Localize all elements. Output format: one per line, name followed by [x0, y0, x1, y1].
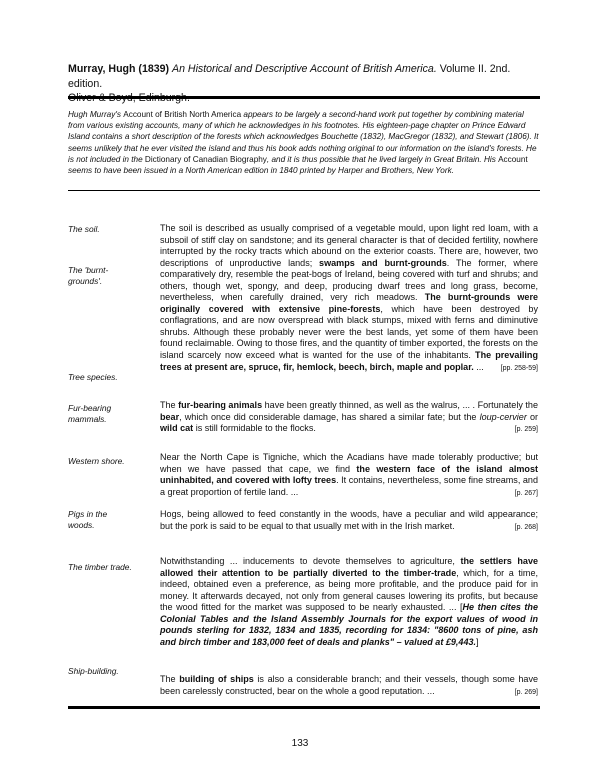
- entry-western-shore: [160, 452, 538, 499]
- intro-book-title: Account of British North America: [123, 110, 242, 119]
- entry-text: is still formidable to the flocks.: [193, 423, 316, 434]
- entry-text: The: [160, 400, 179, 410]
- entry-pigs: [160, 509, 538, 533]
- top-rule: [68, 96, 540, 99]
- entry-text: Hogs, being allowed to feed constantly in the woods, have a peculiar and wild appearance; but the pork is said to be equal to that usually met with in the Irish market.: [160, 509, 538, 531]
- entry-emphasis: bear: [160, 411, 180, 422]
- page-number: 133: [291, 738, 309, 749]
- entry-text: , which have been destroyed by conflagrations, and are now overspread with black stumps, mixed with ferns and diminutive shrubs. Although these probably never were the best lands, yet some of them have been found reclaimable. Owing to those fires, and the quantity of timber exported, the forests on the island scarcely now exceed what is wanted for the use of the inhabitants.: [160, 303, 538, 361]
- intro-author-name: Hugh Murray's: [68, 110, 121, 119]
- entry-text: or: [526, 411, 538, 422]
- entry-text: The: [160, 674, 180, 684]
- page-reference: [p. 259]: [514, 426, 538, 434]
- entry-text: Near the North Cape is Tigniche, which the Acadians have made tolerably productive; but when we have passed that cape, we find: [160, 452, 538, 474]
- entry-italic: loup-cervier: [479, 411, 527, 422]
- entry-timber-trade: [160, 556, 538, 648]
- side-note-pigs: Pigs in the woods.: [68, 509, 108, 530]
- intro-dictionary: Dictionary of Canadian Biography: [144, 154, 267, 164]
- editor-introduction: [68, 109, 540, 176]
- entry-emphasis: The burnt-grounds were originally covered with extensive pine-forests: [160, 292, 538, 314]
- entry-emphasis: wild cat: [160, 423, 194, 434]
- intro-text-2: , and it is thus possible that he lived largely in Great Britain. His: [266, 154, 499, 164]
- entry-text: The soil is described as usually comprised of a vegetable mould, upon light red loam, with a subsoil of stiff clay on sandstone; and its general character is that of decided fertility, nowhere interrupted by the rocky tracts which abound on the exterior coasts. There are, however, two descriptions of unproductive lands;: [160, 223, 538, 268]
- entry-fur-bearing: [160, 400, 538, 436]
- entry-text: . It contains, nevertheless, some fine streams, and a great proportion of fertile land. ...: [160, 475, 538, 497]
- intro-text-1: appears to be largely a second-hand work put together by combining material from various existing accounts, many of which he acknowledges in his footnotes. His eighteen-page chapter on Prince Edward Island contains a short description of the forests which acknowledges Bouchette (1832), MacGregor (1832), and Stewart (1806). It seems unlikely that he ever visited the island and thus his book adds nothing original to our information on the island's forests. He is not included in the: [68, 110, 539, 164]
- citation-title: An Historical and Descriptive Account of British America.: [172, 63, 437, 75]
- section-divider: [68, 190, 540, 191]
- entry-ship-building: [160, 674, 538, 698]
- entry-editor-note: He then cites the Colonial Tables and the Island Assembly Journals for the export values of wood in pounds sterling for 1832, 1834 and 1835, recording for 1834: "8600 tons of pine, ash and birch timber and 183,000 feet of deals and planks" – valued at £9,443.: [160, 602, 538, 647]
- intro-account: Account: [498, 154, 528, 164]
- side-note-tree-species: Tree species.: [68, 372, 118, 382]
- citation-edition: Volume II. 2nd. edition.: [68, 63, 511, 90]
- entry-text: . The former, where comparatively dry, resemble the peat-bogs of Ireland, being covered with turf and shrubs; and others, though wet, spongy, and deep, producing dwarf trees and long grass, become, nevertheless, when carefully drained, very rich meadows.: [160, 257, 538, 303]
- entry-text: ]: [476, 636, 479, 647]
- entry-emphasis: building of ships: [179, 674, 254, 684]
- side-note-western-shore: Western shore.: [68, 456, 125, 466]
- entry-emphasis: swamps and burnt-grounds: [319, 257, 447, 268]
- side-note-ship-building: Ship-building.: [68, 666, 119, 676]
- page-reference: [p. 268]: [514, 523, 538, 531]
- entry-text: is also a considerable branch; and their vessels, though some have been carelessly constructed, bear on the whole a good reputation. ...: [160, 674, 538, 696]
- entry-emphasis: the western face of the island almost uninhabited, and covered with lofty trees: [160, 463, 538, 486]
- entry-text: , which once did considerable damage, has shared a similar fate; but the: [179, 411, 480, 422]
- bottom-rule: [68, 706, 540, 709]
- page-reference: [p. 269]: [514, 688, 538, 696]
- side-note-burnt-grounds: The 'burnt-grounds'.: [68, 265, 109, 286]
- entry-text: have been greatly thinned, as well as the walrus, ... . Fortunately the: [262, 400, 538, 410]
- entry-text: ...: [473, 361, 484, 372]
- entry-soil: [160, 223, 538, 374]
- side-note-soil: The soil.: [68, 224, 100, 234]
- side-note-timber-trade: The timber trade.: [68, 562, 132, 572]
- entry-text: , which, for a time, indeed, obtained even a preference, as being more profitable, and the produce paid for in money. It afterwards decayed, not only from general causes lowering its profits, but because the wood fitted for the market was supposed to be nearly exhausted. ... [: [160, 567, 538, 613]
- page-reference: [pp. 258-59]: [500, 364, 538, 372]
- entry-emphasis: The prevailing trees at present are, spruce, fir, hemlock, beech, birch, maple and poplar.: [160, 350, 538, 372]
- entry-emphasis: fur-bearing animals: [178, 400, 263, 410]
- entry-text: Notwithstanding ... inducements to devote themselves to agriculture,: [160, 556, 461, 566]
- bibliographic-citation: [68, 62, 540, 106]
- citation-author: Murray, Hugh (1839): [68, 63, 170, 75]
- side-note-fur-bearing: Fur-bearing mammals.: [68, 403, 112, 424]
- page-reference: [p. 267]: [514, 489, 538, 497]
- entry-emphasis: the settlers have allowed their attention to be partially diverted to the timber-trade: [160, 556, 539, 578]
- intro-text-3: seems to have been issued in a North American edition in 1840 printed by Harper and Brothers, New York.: [68, 166, 454, 176]
